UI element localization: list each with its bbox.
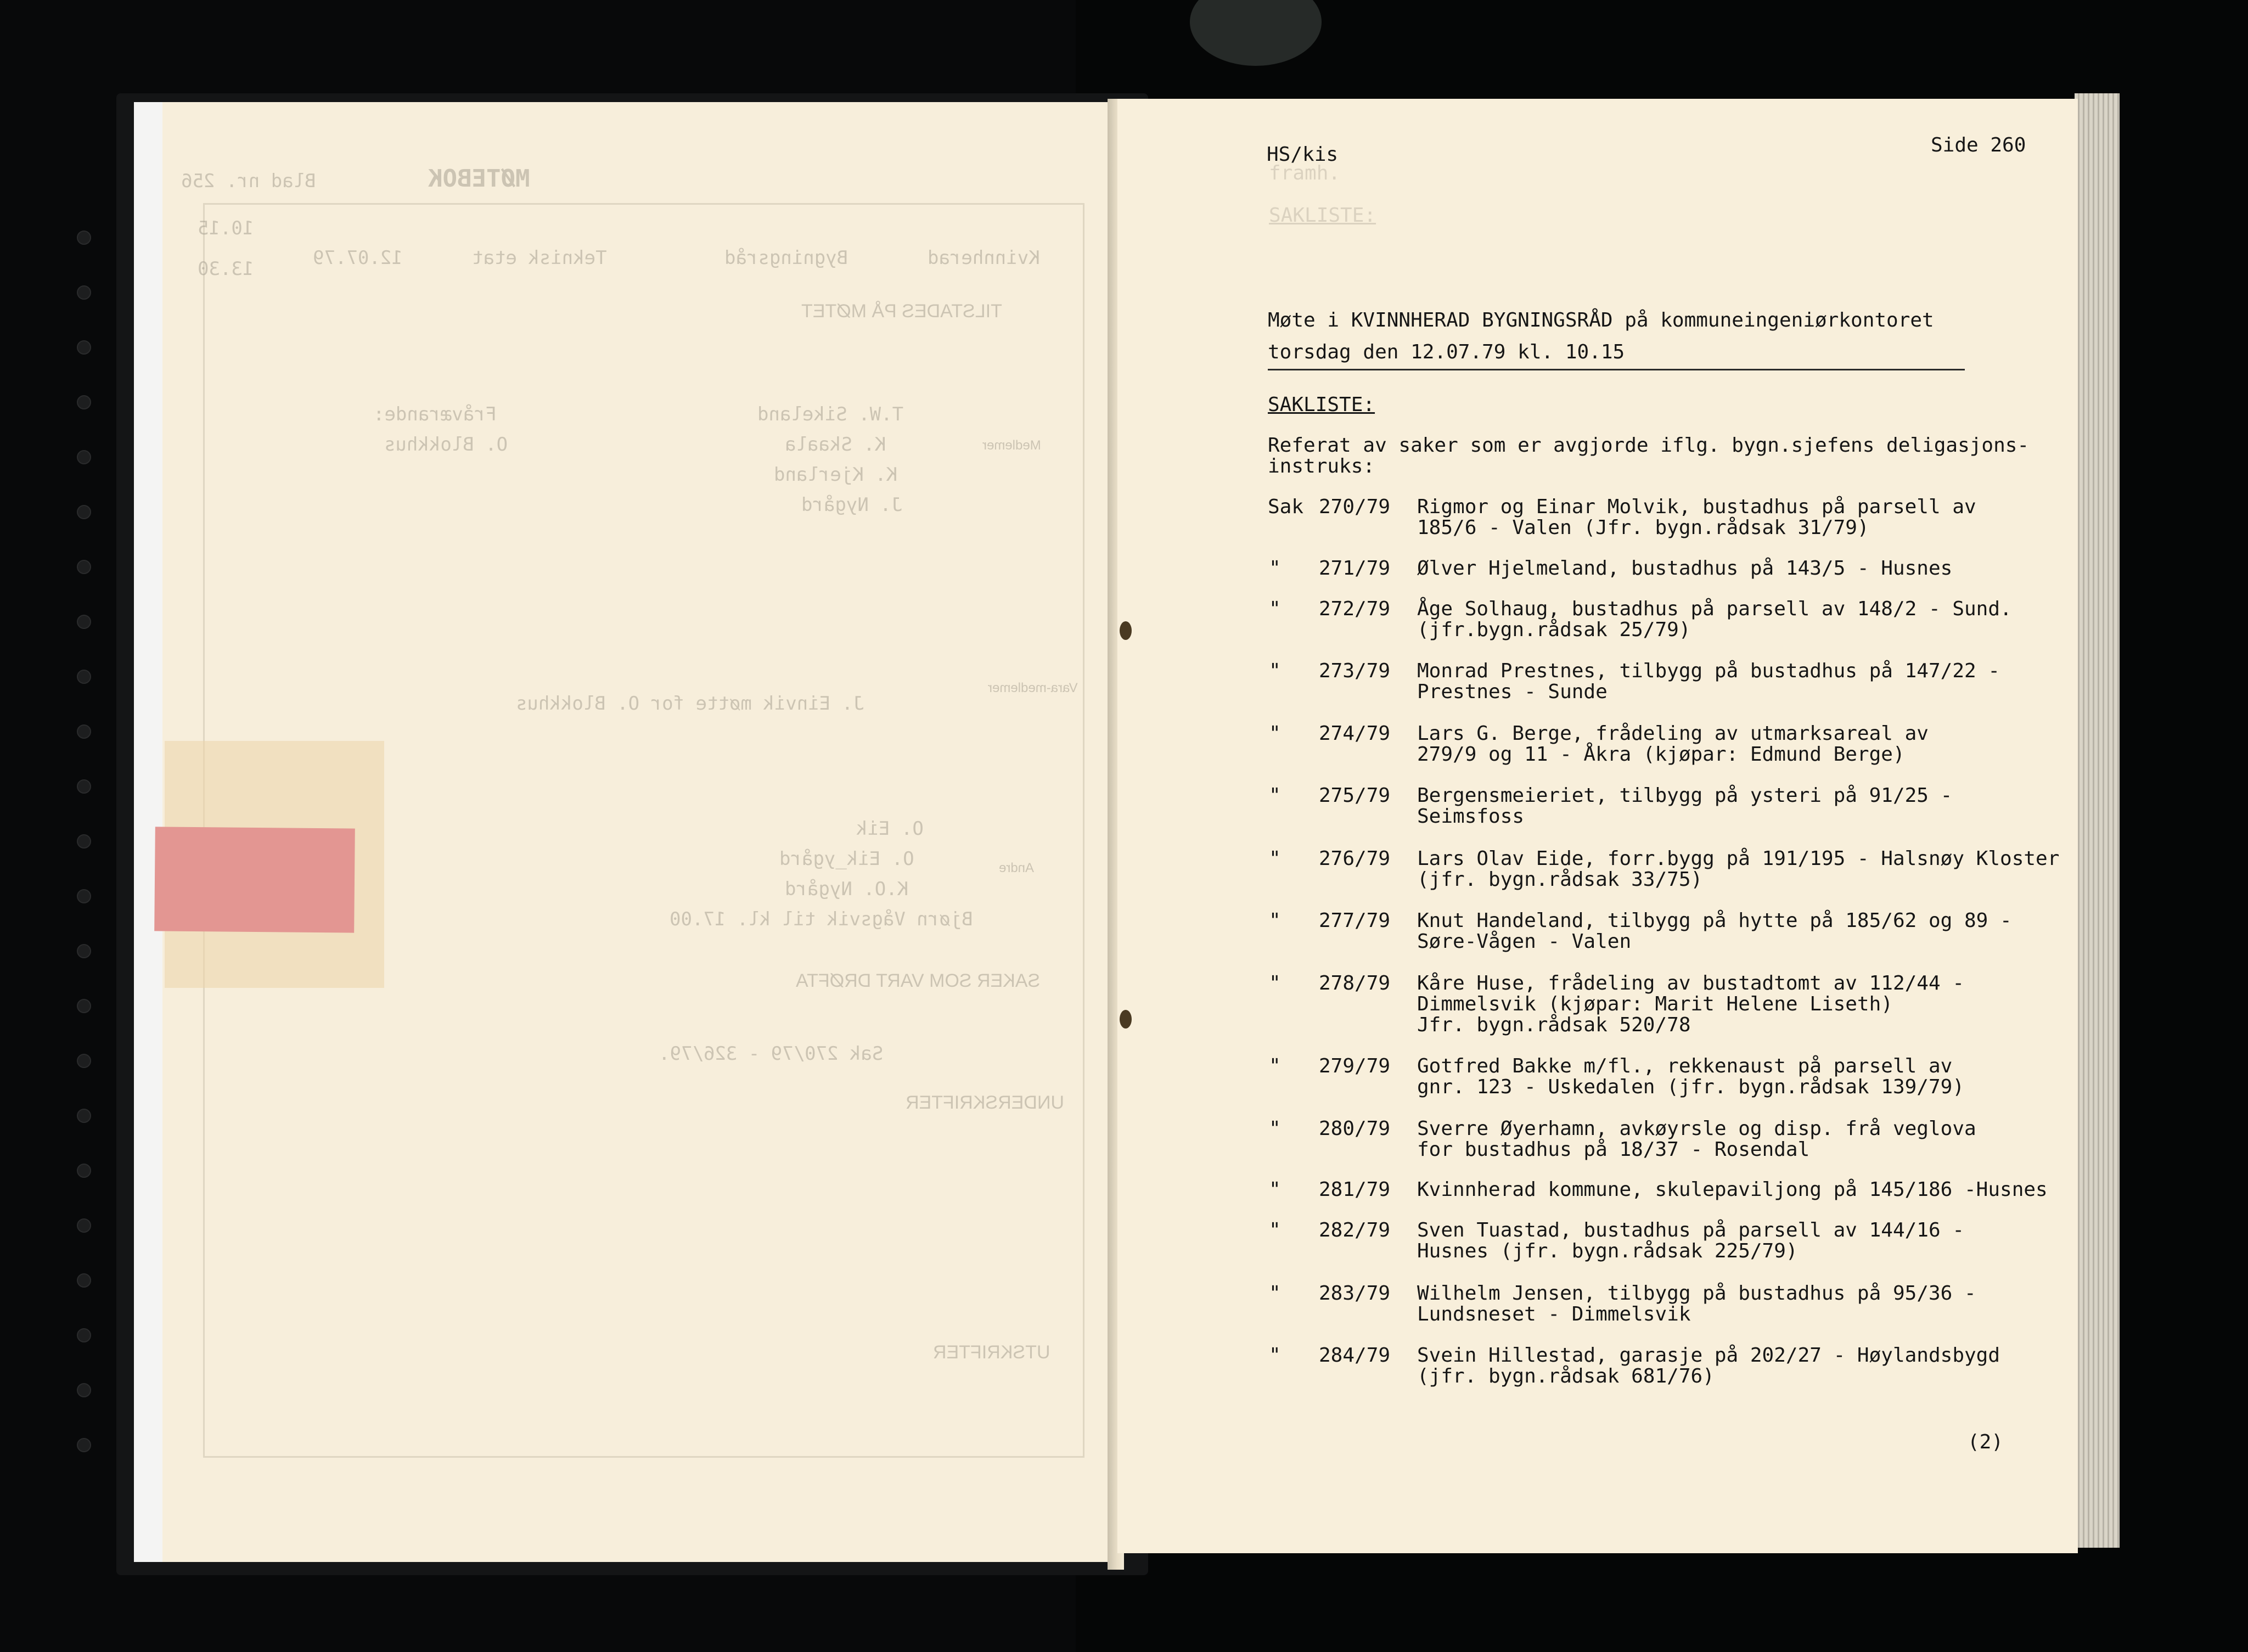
binding-hole: [77, 670, 91, 684]
case-description-line: Rigmor og Einar Molvik, bustadhus på parsell av: [1417, 496, 1976, 518]
binding-hole: [77, 505, 91, 519]
page-edges: [2075, 93, 2120, 1548]
case-prefix: ": [1269, 1344, 1281, 1367]
binding-hole: [77, 779, 91, 794]
case-prefix: ": [1269, 784, 1281, 807]
binding-hole: [77, 1218, 91, 1233]
referat-line-1: Referat av saker som er avgjorde iflg. bygn.sjefens deligasjons-: [1268, 434, 2030, 457]
ghost-blad: Blad nr. 256: [181, 170, 316, 192]
case-description-line: (jfr. bygn.rådsak 681/76): [1417, 1365, 1715, 1387]
ghost-members-label: Medlemer: [982, 438, 1041, 453]
ghost-tilstades: TILSTADES PÅ MØTET: [801, 301, 1002, 322]
case-description-line: Seimsfoss: [1417, 805, 1525, 828]
case-description-line: Åge Solhaug, bustadhus på parsell av 148/2 - Sund.: [1417, 598, 2012, 620]
bleed-framh: framh.: [1269, 162, 1341, 184]
case-description-line: Lundsneset - Dimmelsvik: [1417, 1303, 1691, 1325]
case-number: 274/79: [1319, 722, 1391, 745]
case-description-line: Bergensmeieriet, tilbygg på ysteri på 91/25 -: [1417, 784, 1953, 807]
binding-hole: [77, 560, 91, 574]
case-number: 282/79: [1319, 1219, 1391, 1241]
ghost-etat: Teknisk etat: [472, 247, 607, 269]
ghost-andre: Bjørn Vågsvik til kl. 17.00: [670, 908, 973, 930]
case-description-line: 185/6 - Valen (Jfr. bygn.rådsak 31/79): [1417, 516, 1869, 539]
ghost-absent-label: Fråværande:: [373, 403, 497, 425]
case-prefix: ": [1269, 972, 1281, 994]
footer-page-marker: (2): [1968, 1431, 2004, 1453]
header-page-number: Side 260: [1931, 134, 2026, 156]
ghost-absent: O. Blokkhus: [384, 434, 508, 456]
binding-hole: [77, 1273, 91, 1288]
case-number: 271/79: [1319, 557, 1391, 580]
binding-hole: [77, 285, 91, 300]
ghost-saker: SAKER SOM VART DRØFTA: [796, 970, 1041, 991]
case-number: 278/79: [1319, 972, 1391, 994]
binding-hole: [77, 1383, 91, 1397]
ghost-member: K. Kjerland: [774, 464, 898, 486]
ghost-member: T.W. Sikeland: [757, 403, 904, 425]
case-prefix: ": [1269, 557, 1281, 580]
case-number: 272/79: [1319, 598, 1391, 620]
case-number: 273/79: [1319, 660, 1391, 682]
binding-hole: [77, 1328, 91, 1342]
case-number: 276/79: [1319, 847, 1391, 870]
ghost-time-start: 10.15: [198, 217, 254, 239]
case-description-line: Prestnes - Sunde: [1417, 681, 1608, 703]
ghost-underskrifter: UNDERSKRIFTER: [906, 1092, 1065, 1113]
case-prefix: ": [1269, 1178, 1281, 1201]
binding-hole: [77, 340, 91, 355]
case-description-line: Monrad Prestnes, tilbygg på bustadhus på 147/22 -: [1417, 660, 2000, 682]
case-prefix: ": [1269, 1117, 1281, 1140]
ghost-utskrifter: UTSKRIFTER: [933, 1342, 1050, 1363]
case-description-line: Kvinnherad kommune, skulepaviljong på 145/186 -Husnes: [1417, 1178, 2048, 1201]
case-number: 277/79: [1319, 909, 1391, 932]
case-prefix: ": [1269, 1055, 1281, 1077]
ghost-date: 12.07.79: [313, 247, 403, 269]
ghost-organ: Bygningsråd: [724, 247, 848, 269]
case-prefix: ": [1269, 660, 1281, 682]
case-number: 275/79: [1319, 784, 1391, 807]
case-description-line: (jfr. bygn.rådsak 33/75): [1417, 868, 1703, 891]
binding-hole: [77, 1438, 91, 1452]
header-initials: HS/kis: [1267, 143, 1339, 166]
binding-hole: [77, 889, 91, 903]
case-prefix: ": [1269, 722, 1281, 745]
case-description-line: Knut Handeland, tilbygg på hytte på 185/62 og 89 -: [1417, 909, 2012, 932]
binding-hole: [77, 724, 91, 739]
ghost-vara-label: Vara-medlemer: [988, 681, 1078, 695]
binding-hole: [77, 834, 91, 849]
case-description-line: Søre-Vågen - Valen: [1417, 930, 1632, 953]
binding-hole: [77, 944, 91, 958]
case-number: 279/79: [1319, 1055, 1391, 1077]
case-description-line: Lars Olav Eide, forr.bygg på 191/195 - Halsnøy Kloster: [1417, 847, 2060, 870]
binding-hole: [77, 1164, 91, 1178]
case-prefix: ": [1269, 1282, 1281, 1305]
case-prefix: ": [1269, 847, 1281, 870]
case-description-line: 279/9 og 11 - Åkra (kjøpar: Edmund Berge): [1417, 743, 1905, 766]
binding-hole: [77, 450, 91, 464]
case-description-line: Ølver Hjelmeland, bustadhus på 143/5 - Husnes: [1417, 557, 1953, 580]
divider-rule: [1268, 369, 1965, 370]
punch-hole: [1120, 1010, 1132, 1029]
case-description-line: Gotfred Bakke m/fl., rekkenaust på parsell av: [1417, 1055, 1953, 1077]
binding-hole: [77, 1054, 91, 1068]
binding-hole: [77, 1109, 91, 1123]
binding-hole: [77, 395, 91, 409]
ghost-andre: O. Eik_ygård: [779, 848, 914, 870]
meeting-line-1: Møte i KVINNHERAD BYGNINGSRÅD på kommuneingeniørkontoret: [1268, 309, 1934, 331]
ghost-andre: K.O. Nygård: [785, 878, 909, 900]
ghost-saker-range: Sak 270/79 - 326/79.: [659, 1043, 884, 1065]
case-prefix: ": [1269, 598, 1281, 620]
case-description-line: Husnes (jfr. bygn.rådsak 225/79): [1417, 1240, 1798, 1262]
case-prefix: Sak: [1268, 496, 1304, 518]
case-description-line: (jfr.bygn.rådsak 25/79): [1417, 619, 1691, 641]
referat-line-2: instruks:: [1268, 455, 1375, 477]
case-description-line: gnr. 123 - Uskedalen (jfr. bygn.rådsak 139/79): [1417, 1076, 1964, 1098]
case-number: 280/79: [1319, 1117, 1391, 1140]
case-description-line: Wilhelm Jensen, tilbygg på bustadhus på 95/36 -: [1417, 1282, 1976, 1305]
ghost-member: K. Skaala: [785, 434, 886, 456]
saksliste-heading: SAKLISTE:: [1268, 394, 1375, 416]
case-description-line: Jfr. bygn.rådsak 520/78: [1417, 1014, 1691, 1036]
case-description-line: Sverre Øyerhamn, avkøyrsle og disp. frå veglova: [1417, 1117, 1976, 1140]
case-number: 281/79: [1319, 1178, 1391, 1201]
ghost-andre: O. Eik: [856, 818, 924, 840]
ghost-title: MØTEBOK: [428, 165, 530, 193]
case-description-line: for bustadhus på 18/37 - Rosendal: [1417, 1138, 1810, 1161]
binding-hole: [77, 999, 91, 1013]
meeting-line-2: torsdag den 12.07.79 kl. 10.15: [1268, 341, 1625, 363]
case-number: 284/79: [1319, 1344, 1391, 1367]
case-number: 283/79: [1319, 1282, 1391, 1305]
case-description-line: Svein Hillestad, garasje på 202/27 - Høylandsbygd: [1417, 1344, 2000, 1367]
case-number: 270/79: [1319, 496, 1391, 518]
case-description-line: Lars G. Berge, frådeling av utmarksareal av: [1417, 722, 1929, 745]
ghost-time-end: 13.30: [198, 258, 254, 280]
case-description-line: Kåre Huse, frådeling av bustadtomt av 112/44 -: [1417, 972, 1964, 994]
binding-hole: [77, 231, 91, 245]
case-prefix: ": [1269, 1219, 1281, 1241]
ghost-andre-label: Andre: [999, 861, 1035, 875]
case-description-line: Sven Tuastad, bustadhus på parsell av 144/16 -: [1417, 1219, 1964, 1241]
case-description-line: Dimmelsvik (kjøpar: Marit Helene Liseth): [1417, 993, 1893, 1015]
ghost-member: J. Nygård: [801, 494, 903, 516]
binding-hole: [77, 615, 91, 629]
punch-hole: [1120, 621, 1132, 640]
red-tab-label: [154, 827, 355, 932]
ghost-vara: J. Einvik møtte for O. Blokkhus: [516, 693, 864, 715]
ghost-kommune: Kvinnherad: [928, 247, 1040, 269]
case-prefix: ": [1269, 909, 1281, 932]
bleed-saksliste: SAKLISTE:: [1269, 204, 1376, 227]
